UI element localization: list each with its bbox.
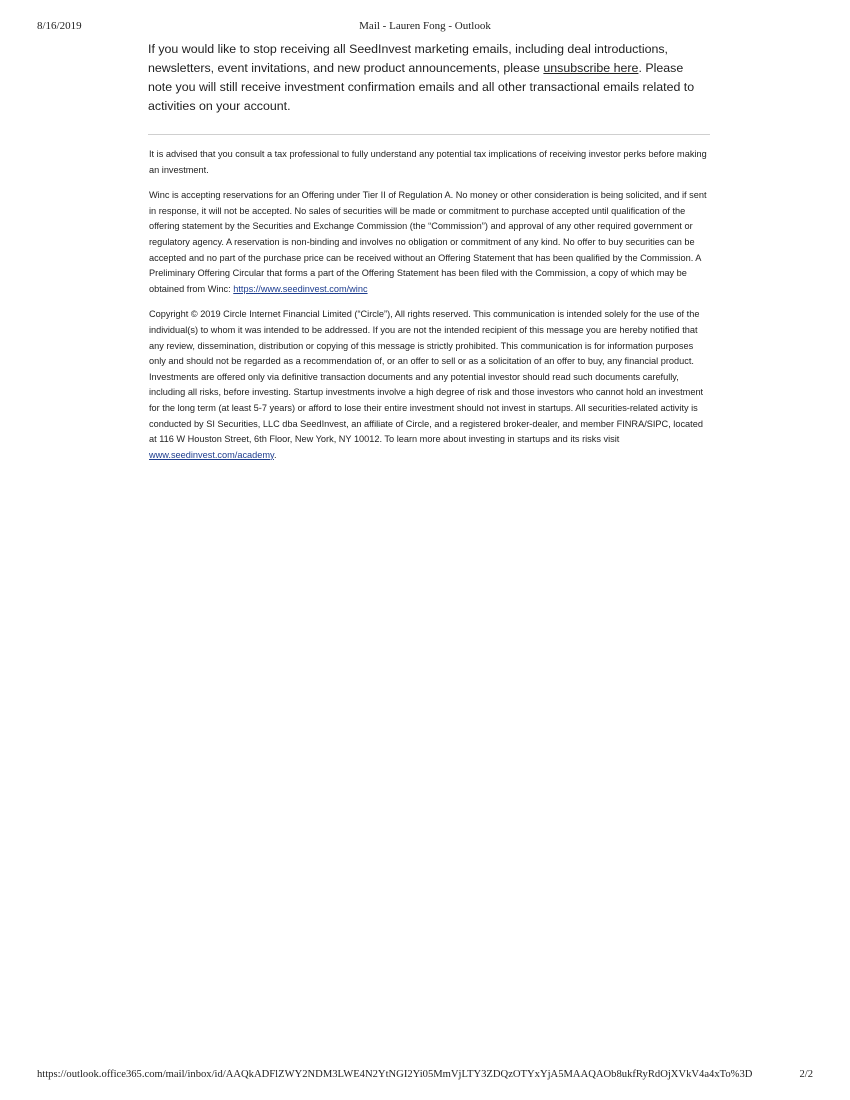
legal-disclaimer	[148, 147, 710, 463]
copyright-text: Copyright © 2019 Circle Internet Financial Limited (“Circle”), All rights reserved. This communication is intended solely for the use of the individual(s) to whom it was intended to be addressed. If you are not the intended recipient of this message you are hereby notified that any review, dissemination, distribution or copying of this message is strictly prohibited. This communication is for information purposes only and should not be regarded as a recommendation of, or an offer to sell or as a solicitation of an offer to buy, any financial product. Investments are offered only via definitive transaction documents and any potential investor should read such documents carefully, including all risks, before investing. Startup investments involve a high degree of risk and those investors who cannot hold an investment for the long term (at least 5-7 years) or afford to lose their entire investment should not invest in startups. All securities-related activity is conducted by SI Securities, LLC dba SeedInvest, an affiliate of Circle, and a registered broker-dealer, and member FINRA/SIPC, located at 116 W Houston Street, 6th Floor, New York, NY 10012. To learn more about investing in startups and its risks visit	[149, 309, 704, 445]
unsubscribe-text-before: If you would like to stop receiving all SeedInvest marketing emails, including deal introductions, newsletters, event invitations, and new product announcements, please	[148, 42, 668, 75]
page-number: 2/2	[799, 1069, 813, 1080]
unsubscribe-link[interactable]: unsubscribe here	[543, 61, 639, 75]
email-body	[148, 40, 710, 473]
unsubscribe-text-after: . Please note you will still receive investment confirmation emails and all other transactional emails related to activities on your account.	[148, 61, 695, 113]
print-title: Mail - Lauren Fong - Outlook	[359, 20, 491, 32]
tax-note: It is advised that you consult a tax professional to fully understand any potential tax implications of receiving investor perks before making an investment.	[149, 149, 707, 175]
section-divider	[148, 134, 710, 135]
offering-text: Winc is accepting reservations for an Offering under Tier II of Regulation A. No money or other consideration is being solicited, and if sent in response, it will not be accepted. No sales of securities will be made or commitment to purchase accepted until qualification of the offering statement by the Securities and Exchange Commission (the “Commission”) and approval of any other required government or regulatory agency. A reservation is non-binding and involves no obligation or commitment of any kind. No offer to buy securities can be accepted and no part of the purchase price can be received without an Offering Statement that has been qualified by the Commission. A Preliminary Offering Circular that forms a part of the Offering Statement has been filed with the Commission, a copy of which may be obtained from Winc:	[149, 190, 707, 294]
unsubscribe-paragraph	[148, 40, 710, 116]
copyright-end: .	[273, 449, 277, 460]
print-header	[0, 20, 850, 36]
footer-url: https://outlook.office365.com/mail/inbox/id/AAQkADFlZWY2NDM3LWE4N2YtNGI2Yi05MmVjLTY3ZDQzOTYxYjA5MAAQAOb8ukfRyRdOjXVkV4a4xTo%3D	[37, 1069, 753, 1080]
offering-link[interactable]: https://www.seedinvest.com/winc	[233, 283, 368, 294]
copyright-paragraph	[149, 307, 710, 463]
academy-link[interactable]: www.seedinvest.com/academy	[149, 449, 274, 460]
offering-paragraph	[149, 188, 710, 297]
print-date: 8/16/2019	[37, 20, 82, 32]
